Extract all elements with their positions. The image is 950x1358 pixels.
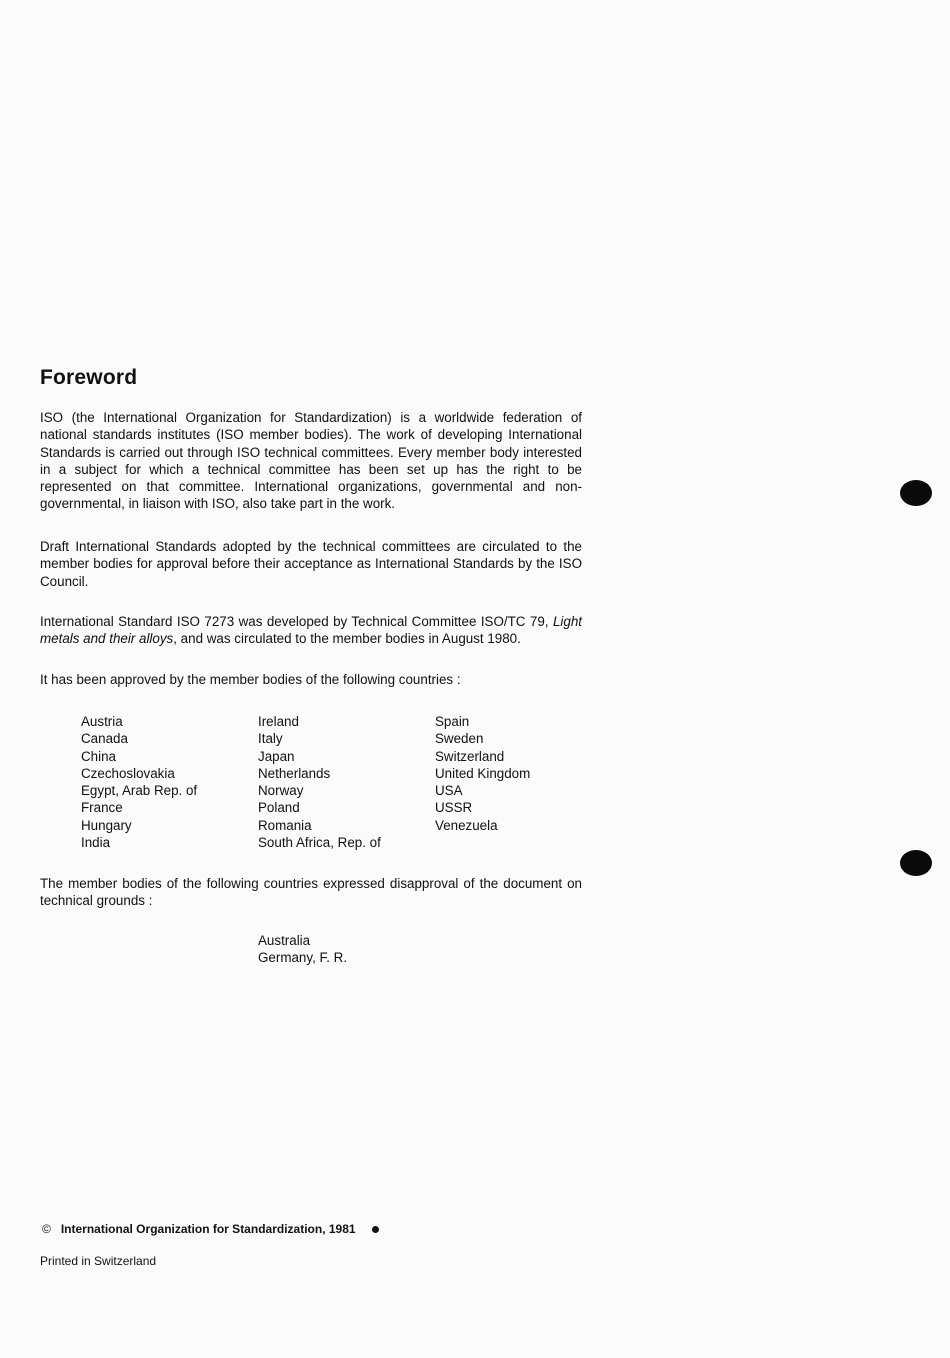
copyright-icon: © xyxy=(42,1222,51,1236)
approval-intro: It has been approved by the member bodies of the following countries : xyxy=(40,672,461,687)
bullet-icon xyxy=(372,1226,379,1233)
country-item: Switzerland xyxy=(435,748,505,764)
countries-column-3 xyxy=(435,713,612,851)
country-item: Egypt, Arab Rep. of xyxy=(81,783,198,799)
country-item: Canada xyxy=(81,731,128,747)
copyright-line xyxy=(42,1222,379,1236)
country-item: United Kingdom xyxy=(435,765,531,781)
country-item: India xyxy=(81,835,111,851)
country-item: Germany, F. R. xyxy=(258,950,348,966)
country-item: France xyxy=(81,800,123,816)
country-item: Netherlands xyxy=(258,765,331,781)
country-item: Italy xyxy=(258,731,283,747)
paragraph-3-text-b: , and was circulated to the member bodies in August 1980. xyxy=(173,631,521,647)
foreword-paragraph-3 xyxy=(40,613,582,648)
country-item: USA xyxy=(435,783,463,799)
country-item: Romania xyxy=(258,817,312,833)
country-item: Czechoslovakia xyxy=(81,765,175,781)
foreword-paragraph-1: ISO (the International Organization for Standardization) is a worldwide federation of national standards institutes (ISO member bodies). The work of developing International Standards is carried out through ISO technical committees. Every member body interested in a subject for which a technical committee has been set up has the right to be represented on that committee. International organizations, governmental and non-governmental, in liaison with ISO, also take part in the work. xyxy=(40,410,582,512)
foreword-paragraph-2: Draft International Standards adopted by the technical committees are circulated to the member bodies for approval before their acceptance as International Standards by the ISO Council. xyxy=(40,539,582,589)
country-item: Australia xyxy=(258,933,311,948)
copyright-organization: International Organization for Standardization, 1981 xyxy=(60,1222,356,1236)
countries-column-2 xyxy=(258,713,435,851)
disapproval-intro: The member bodies of the following countries expressed disapproval of the document on technical grounds : xyxy=(40,876,582,909)
country-item: Sweden xyxy=(435,731,484,747)
country-item: Spain xyxy=(435,714,470,729)
printed-in: Printed in Switzerland xyxy=(40,1254,157,1268)
country-item: Poland xyxy=(258,800,300,816)
country-item: Hungary xyxy=(81,817,132,833)
country-item: China xyxy=(81,748,116,764)
paragraph-3-text-a: International Standard ISO 7273 was developed by Technical Committee ISO/TC 79, xyxy=(40,614,553,629)
punch-hole-mark xyxy=(900,480,932,506)
country-item: Venezuela xyxy=(435,817,498,833)
country-item: Norway xyxy=(258,783,304,799)
approving-countries-list xyxy=(81,713,612,851)
page-title: Foreword xyxy=(40,366,138,389)
committee-title: Light metals and their alloys xyxy=(40,614,582,647)
punch-hole-mark xyxy=(900,850,932,876)
country-item: USSR xyxy=(435,800,473,816)
country-item: Ireland xyxy=(258,714,299,729)
country-item: Japan xyxy=(258,748,295,764)
country-item: South Africa, Rep. of xyxy=(258,835,381,851)
countries-column-1 xyxy=(81,713,258,851)
country-item: Austria xyxy=(81,714,123,729)
disapproving-countries-list xyxy=(258,932,347,967)
